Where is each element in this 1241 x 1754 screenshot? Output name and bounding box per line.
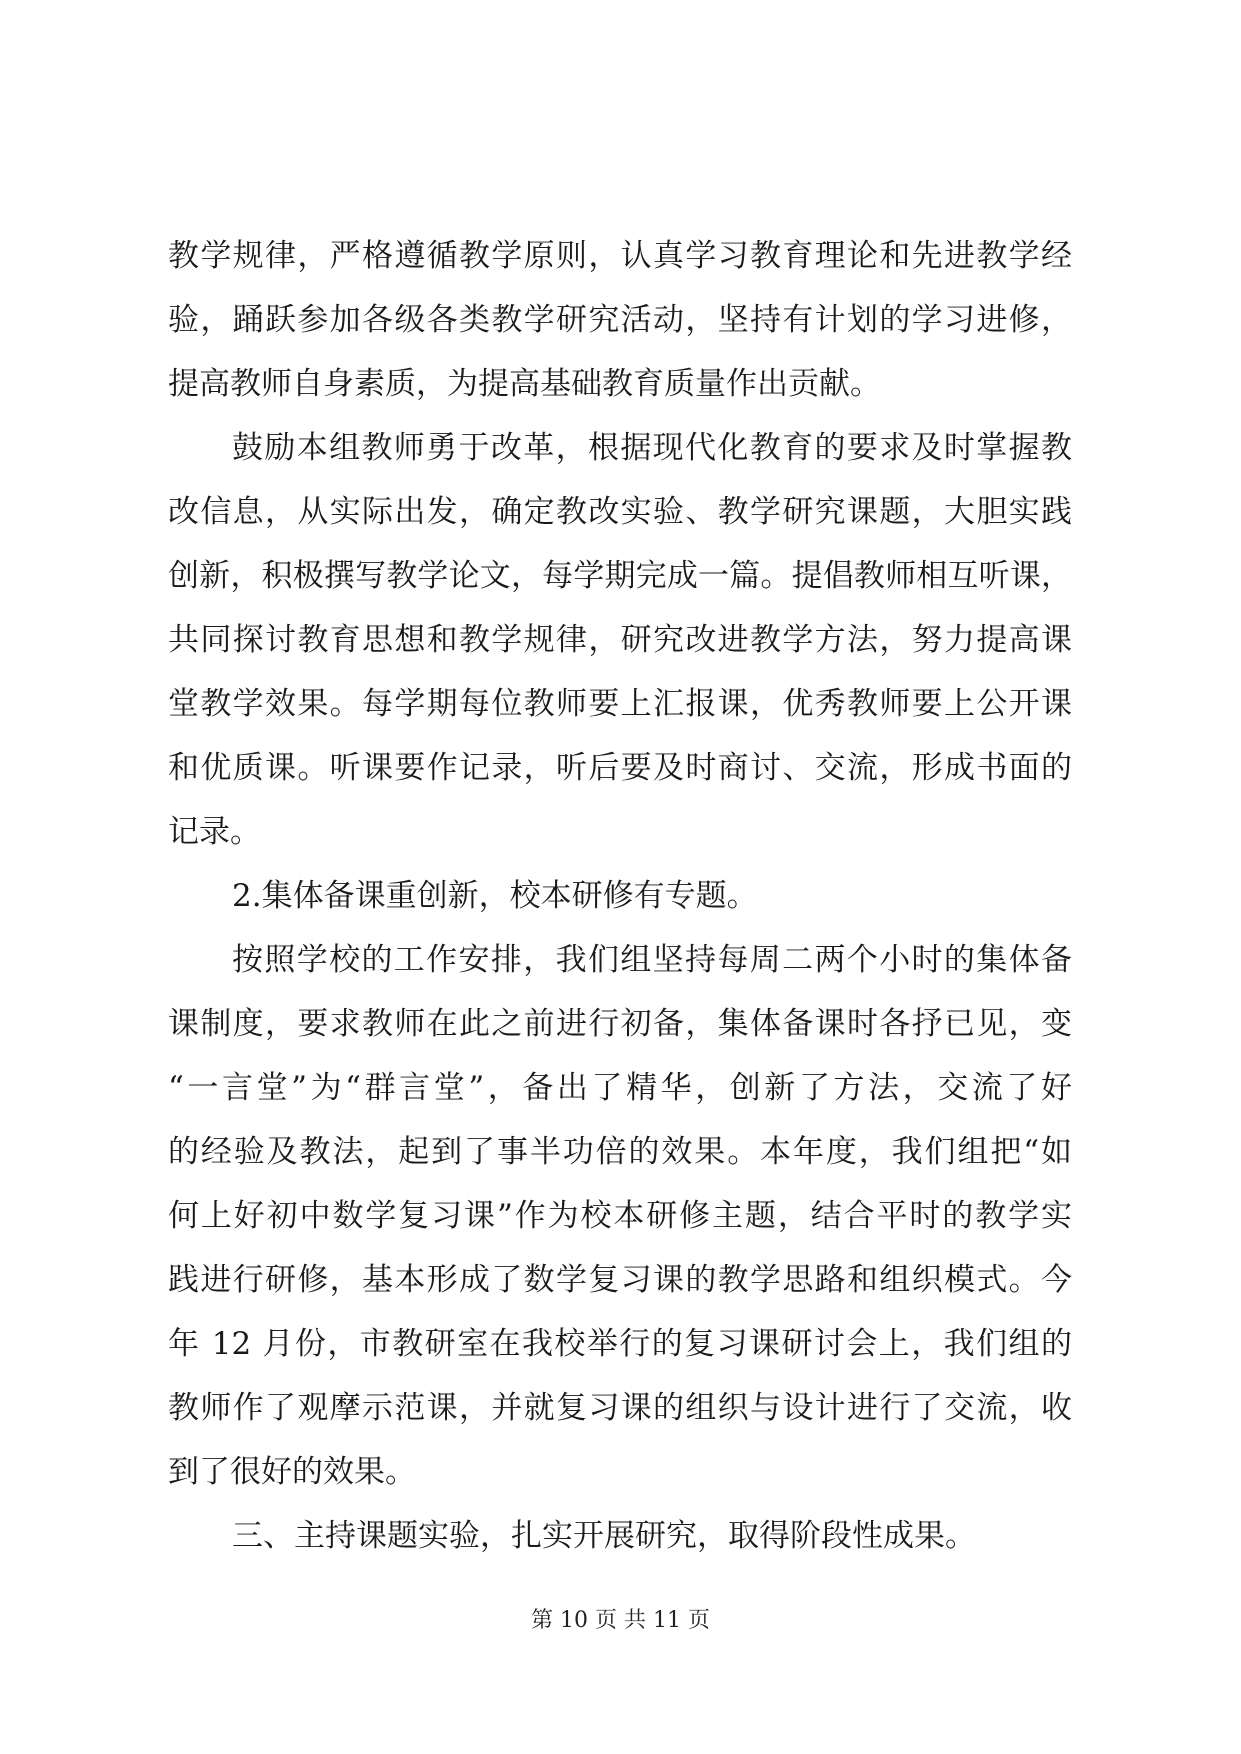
body-line: 鼓励本组教师勇于改革，根据现代化教育的要求及时掌握教 [232, 430, 1072, 466]
body-line: 改信息，从实际出发，确定教改实验、教学研究课题，大胆实践 [168, 494, 1072, 530]
body-line: “一言堂”为“群言堂”，备出了精华，创新了方法，交流了好 [168, 1070, 1072, 1106]
body-line: 创新，积极撰写教学论文，每学期完成一篇。提倡教师相互听课， [168, 558, 1072, 594]
body-line: 记录。 [168, 814, 261, 850]
body-line: 何上好初中数学复习课”作为校本研修主题，结合平时的教学实 [168, 1198, 1072, 1234]
body-line: 课制度，要求教师在此之前进行初备，集体备课时各抒已见，变 [168, 1006, 1072, 1042]
body-line: 教学规律，严格遵循教学原则，认真学习教育理论和先进教学经 [168, 238, 1072, 274]
body-line: 年 12 月份，市教研室在我校举行的复习课研讨会上，我们组的 [168, 1326, 1072, 1362]
body-line: 堂教学效果。每学期每位教师要上汇报课，优秀教师要上公开课 [168, 686, 1072, 722]
body-line: 按照学校的工作安排，我们组坚持每周二两个小时的集体备 [232, 942, 1072, 978]
body-line: 提高教师自身素质，为提高基础教育质量作出贡献。 [168, 366, 881, 402]
body-line: 验，踊跃参加各级各类教学研究活动，坚持有计划的学习进修， [168, 302, 1072, 338]
section-heading: 三、主持课题实验，扎实开展研究，取得阶段性成果。 [232, 1518, 976, 1554]
body-line: 教师作了观摩示范课，并就复习课的组织与设计进行了交流，收 [168, 1390, 1072, 1426]
body-line: 共同探讨教育思想和教学规律，研究改进教学方法，努力提高课 [168, 622, 1072, 658]
section-heading: 2.集体备课重创新，校本研修有专题。 [232, 878, 758, 914]
body-line: 践进行研修，基本形成了数学复习课的教学思路和组织模式。今 [168, 1262, 1072, 1298]
page-footer: 第 10 页 共 11 页 [531, 1608, 710, 1633]
body-line: 和优质课。听课要作记录，听后要及时商讨、交流，形成书面的 [168, 750, 1072, 786]
body-line: 到了很好的效果。 [168, 1454, 416, 1490]
body-line: 的经验及教法，起到了事半功倍的效果。本年度，我们组把“如 [168, 1134, 1072, 1170]
